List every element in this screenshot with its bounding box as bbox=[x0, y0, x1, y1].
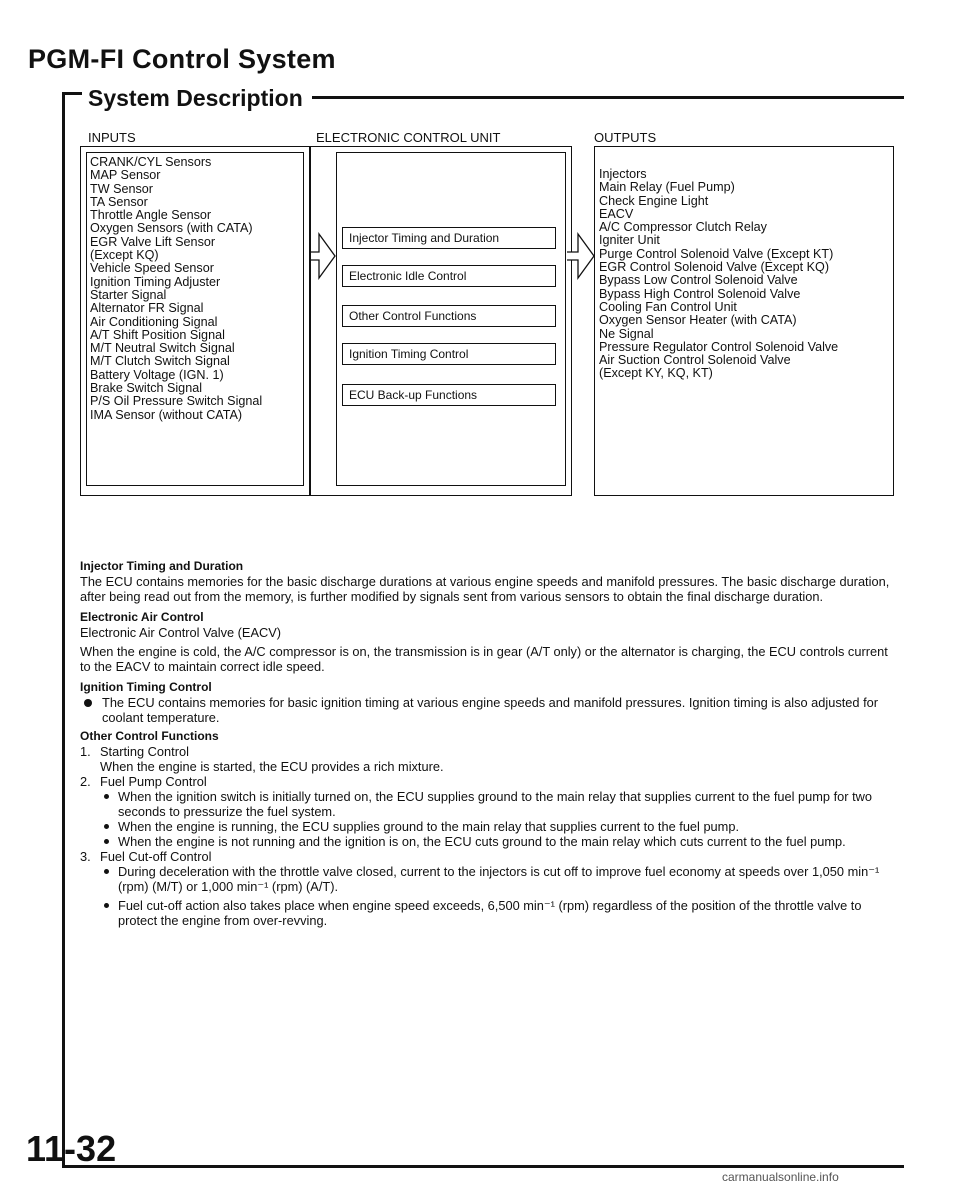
input-item: (Except KQ) bbox=[90, 248, 159, 263]
input-item: Throttle Angle Sensor bbox=[90, 208, 212, 223]
input-item: TA Sensor bbox=[90, 194, 148, 209]
output-item: Bypass Low Control Solenoid Valve bbox=[599, 273, 798, 288]
input-item: A/T Shift Position Signal bbox=[90, 327, 225, 342]
bottom-rule bbox=[62, 1165, 904, 1168]
arrow-right-icon bbox=[566, 226, 596, 286]
item-text: When the ignition switch is initially turned on, the ECU supplies ground to the main relay that supplies current to the fuel pump for two seconds to pressurize the fuel system. bbox=[118, 789, 872, 819]
bullet-icon bbox=[104, 903, 109, 908]
page-title: PGM-FI Control System bbox=[28, 44, 336, 74]
page-number: 11-32 bbox=[26, 1128, 117, 1169]
other-item-1 bbox=[80, 744, 900, 774]
section-rule-vertical bbox=[62, 92, 65, 1167]
output-item: A/C Compressor Clutch Relay bbox=[599, 220, 767, 235]
item-text: Fuel cut-off action also takes place when engine speed exceeds, 6,500 min⁻¹ (rpm) regardless of the position of the throttle valve to protect the engine from over-revving. bbox=[118, 898, 862, 928]
input-item: M/T Neutral Switch Signal bbox=[90, 341, 235, 356]
output-item: Injectors bbox=[599, 167, 647, 181]
section-rule-left bbox=[62, 92, 82, 95]
item-text: When the engine is not running and the ignition is on, the ECU cuts ground to the main relay which cuts current to the fuel pump. bbox=[118, 834, 846, 849]
input-item: Oxygen Sensors (with CATA) bbox=[90, 221, 253, 236]
item-title: Starting Control bbox=[100, 744, 189, 759]
input-item: Ignition Timing Adjuster bbox=[90, 274, 221, 289]
input-item: Alternator FR Signal bbox=[90, 301, 204, 316]
ignition-bullet bbox=[80, 695, 900, 725]
output-item: (Except KY, KQ, KT) bbox=[599, 366, 713, 381]
output-item: Main Relay (Fuel Pump) bbox=[599, 180, 735, 195]
input-item: TW Sensor bbox=[90, 181, 153, 196]
other-item-2 bbox=[80, 774, 900, 849]
item-text: During deceleration with the throttle valve closed, current to the injectors is cut off to improve fuel economy at speeds over 1,050 min⁻¹ (rpm) (M/T) or 1,000 min⁻¹ (rpm) (A/T). bbox=[118, 864, 880, 894]
output-item: Bypass High Control Solenoid Valve bbox=[599, 286, 801, 301]
item-number: 3. bbox=[80, 849, 91, 864]
item-text: When the engine is running, the ECU supplies ground to the main relay that supplies current to the fuel pump. bbox=[118, 819, 740, 834]
watermark-text: carmanualsonline.info bbox=[722, 1170, 839, 1184]
section-rule-top bbox=[312, 96, 904, 99]
output-item: EACV bbox=[599, 206, 634, 221]
item-number: 2. bbox=[80, 774, 91, 789]
injector-body: The ECU contains memories for the basic discharge durations at various engine speeds and manifold pressures. The basic discharge duration, after being read out from the memory, is further modified by signals sent from various sensors to obtain the final discharge duration. bbox=[80, 574, 890, 604]
output-item: EGR Control Solenoid Valve (Except KQ) bbox=[599, 260, 830, 275]
air-body: When the engine is cold, the A/C compressor is on, the transmission is in gear (A/T only) or the alternator is charging, the ECU controls current to the EACV to maintain correct idle speed. bbox=[80, 644, 888, 674]
list-item bbox=[100, 898, 900, 928]
ecu-function: Electronic Idle Control bbox=[342, 265, 556, 287]
ignition-heading: Ignition Timing Control bbox=[80, 680, 212, 694]
input-item: Air Conditioning Signal bbox=[90, 314, 218, 329]
bullet-icon bbox=[104, 869, 109, 874]
output-item: Ne Signal bbox=[599, 326, 654, 341]
injector-heading: Injector Timing and Duration bbox=[80, 559, 244, 573]
other-heading: Other Control Functions bbox=[80, 729, 219, 743]
bullet-icon bbox=[84, 699, 92, 707]
air-subheading: Electronic Air Control Valve (EACV) bbox=[80, 625, 282, 640]
input-item: Starter Signal bbox=[90, 287, 167, 302]
item-title: Fuel Cut-off Control bbox=[100, 849, 212, 864]
bullet-icon bbox=[104, 839, 109, 844]
output-item: Igniter Unit bbox=[599, 233, 660, 248]
item-number: 1. bbox=[80, 744, 91, 759]
list-item bbox=[100, 834, 900, 849]
output-item: Air Suction Control Solenoid Valve bbox=[599, 353, 791, 368]
input-item: Brake Switch Signal bbox=[90, 381, 202, 396]
input-item: P/S Oil Pressure Switch Signal bbox=[90, 394, 263, 409]
ecu-function: Injector Timing and Duration bbox=[342, 227, 556, 249]
ecu-function: ECU Back-up Functions bbox=[342, 384, 556, 406]
inputs-list bbox=[90, 156, 262, 422]
ecu-function: Other Control Functions bbox=[342, 305, 556, 327]
other-item-3 bbox=[80, 849, 900, 928]
input-item: M/T Clutch Switch Signal bbox=[90, 354, 230, 369]
output-item: Pressure Regulator Control Solenoid Valve bbox=[599, 339, 839, 354]
ignition-body: The ECU contains memories for basic ignition timing at various engine speeds and manifold pressures. Ignition timing is also adjusted for coolant temperature. bbox=[102, 695, 879, 725]
output-item: Oxygen Sensor Heater (with CATA) bbox=[599, 313, 797, 328]
item-body: When the engine is started, the ECU provides a rich mixture. bbox=[100, 759, 444, 774]
air-heading: Electronic Air Control bbox=[80, 610, 204, 624]
list-item bbox=[100, 789, 900, 819]
input-item: Battery Voltage (IGN. 1) bbox=[90, 367, 224, 382]
input-item: IMA Sensor (without CATA) bbox=[90, 407, 243, 422]
input-item: EGR Valve Lift Sensor bbox=[90, 234, 216, 249]
item-title: Fuel Pump Control bbox=[100, 774, 207, 789]
list-item bbox=[100, 864, 900, 894]
bullet-icon bbox=[104, 794, 109, 799]
outputs-list bbox=[599, 168, 838, 381]
inputs-label: INPUTS bbox=[88, 130, 136, 145]
ecu-label: ELECTRONIC CONTROL UNIT bbox=[316, 130, 501, 145]
section-title: System Description bbox=[88, 85, 303, 111]
input-item: Vehicle Speed Sensor bbox=[90, 261, 214, 276]
output-item: Purge Control Solenoid Valve (Except KT) bbox=[599, 246, 834, 261]
list-item bbox=[100, 819, 900, 834]
input-item: MAP Sensor bbox=[90, 168, 161, 183]
ecu-function: Ignition Timing Control bbox=[342, 343, 556, 365]
bullet-icon bbox=[104, 824, 109, 829]
body-text bbox=[80, 559, 900, 928]
output-item: Check Engine Light bbox=[599, 193, 709, 208]
outputs-label: OUTPUTS bbox=[594, 130, 657, 145]
input-item: CRANK/CYL Sensors bbox=[90, 155, 212, 169]
output-item: Cooling Fan Control Unit bbox=[599, 299, 737, 314]
